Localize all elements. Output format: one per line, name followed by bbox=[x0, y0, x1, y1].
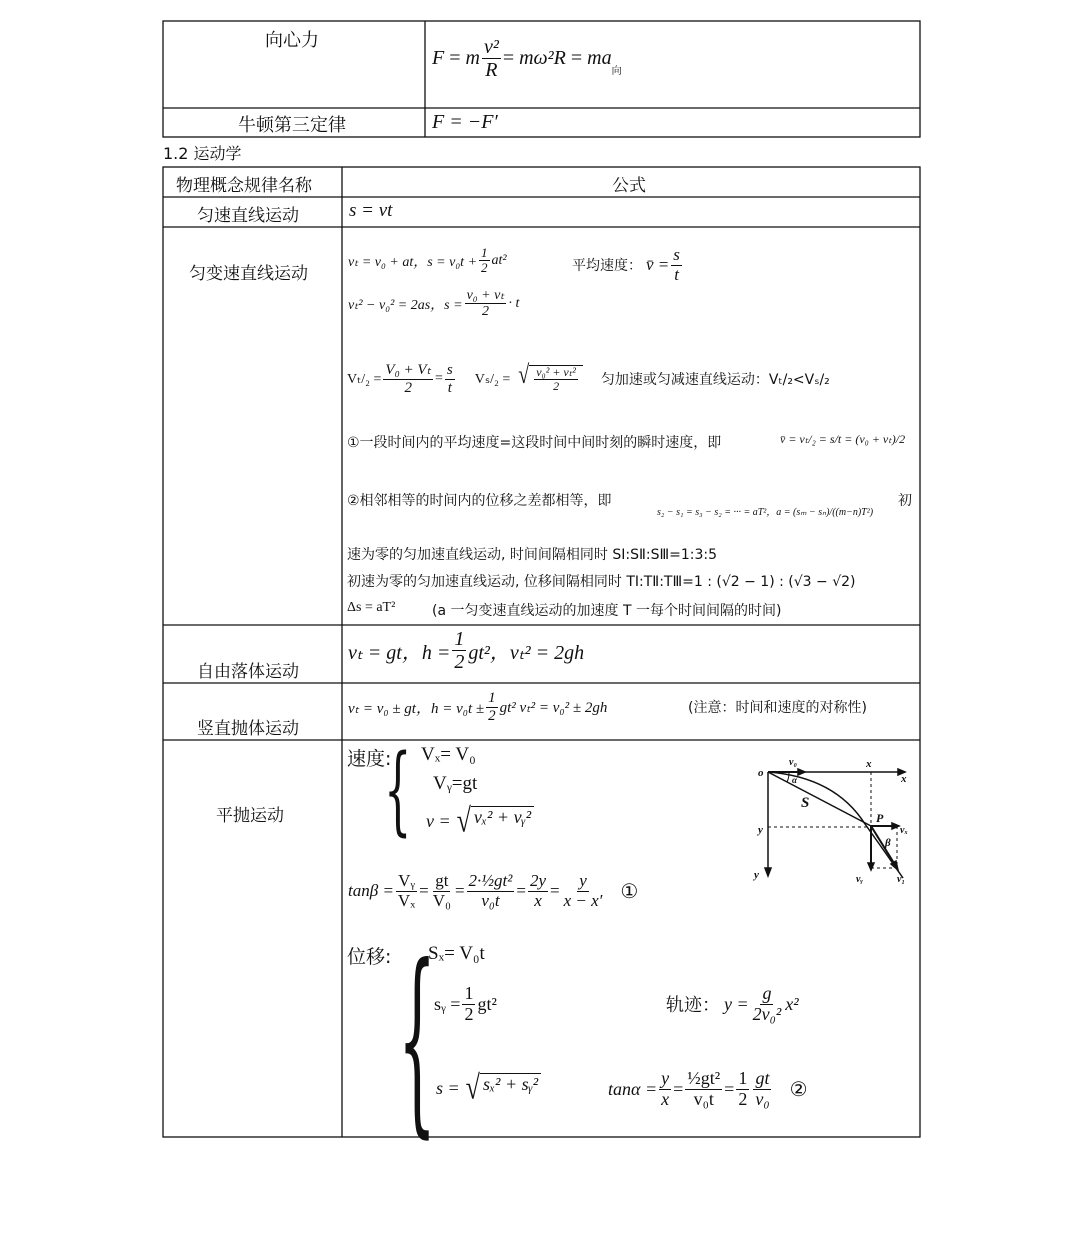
header-formula: 公式 bbox=[612, 176, 646, 196]
uniform-accel-label: 匀变速直线运动 bbox=[189, 264, 308, 284]
label-beta: β bbox=[885, 837, 891, 849]
fact2: ②相邻相等的时间内的位移之差都相等，即 bbox=[347, 493, 612, 509]
trajectory: 轨迹： y = $\frac{g}{\text{2v₀²}}$ x² bbox=[666, 983, 799, 1024]
uniform-formula: s = vt bbox=[349, 200, 393, 221]
accel-line1: vₜ = v₀ + at，s = v₀t + $\frac{1}{2}$ at² bbox=[348, 245, 507, 276]
fact1-formula: v̄ = vₜ/₂ = s/t = (v₀ + vₜ)/2 bbox=[780, 432, 906, 446]
y-axis-arrow bbox=[765, 868, 771, 876]
uniform-label: 匀速直线运动 bbox=[197, 206, 299, 226]
vertical-throw-label: 竖直抛体运动 bbox=[197, 719, 299, 739]
avg-velocity: 平均速度： v̄ = $\frac{s}{t}$ bbox=[572, 245, 680, 284]
free-fall-formula: vₜ = gt，h = $\frac{1}{2}$ gt²，vₜ² = 2gh bbox=[348, 628, 585, 673]
label-o: o bbox=[758, 767, 764, 779]
tan-alpha: tanα = $\frac{y}{x}$ = $\frac{\text{½gt²}}{\text{v₀t}}$ = $\frac{1}{2}$ $\frac{gt}{\text{v₀}}$ ② bbox=[608, 1068, 808, 1109]
disp-brace: { bbox=[398, 923, 437, 1156]
fact4: 初速为零的匀加速直线运动, 位移间隔相同时 TⅠ:TⅡ:TⅢ=1 : (√2 − 1) : (√3 − √2) bbox=[347, 574, 856, 590]
alpha-arc bbox=[787, 772, 789, 782]
vertical-throw-formula: vₜ = v₀ ± gt，h = v₀t ± $\frac{1}{2}$ gt² vₜ² = v₀² ± 2gh bbox=[348, 690, 608, 724]
s-magnitude: s = √ sₓ² + sᵧ² bbox=[436, 1073, 541, 1103]
label-v1: v₁ bbox=[897, 874, 905, 885]
label-s: S bbox=[801, 795, 810, 811]
v-magnitude: v = √ vₓ² + vᵧ² bbox=[426, 806, 534, 836]
vx-formula: Vₓ= V₀ bbox=[421, 744, 476, 765]
centripetal-label: 向心力 bbox=[265, 30, 319, 51]
vy-formula: Vᵧ=gt bbox=[433, 773, 478, 794]
label-x-top: x bbox=[866, 758, 872, 770]
projectile-diagram bbox=[745, 752, 920, 888]
free-fall-label: 自由落体运动 bbox=[197, 662, 299, 682]
fact5-formula: Δs = aT² bbox=[347, 600, 396, 615]
v0-arrowhead bbox=[798, 769, 805, 775]
disp-label: 位移: bbox=[347, 946, 392, 968]
vx-arrowhead bbox=[892, 823, 899, 829]
label-alpha: α bbox=[792, 775, 797, 785]
newton3-label: 牛顿第三定律 bbox=[238, 115, 346, 136]
fact3: 速为零的匀加速直线运动, 时间间隔相同时 SⅠ:SⅡ:SⅢ=1:3:5 bbox=[347, 547, 718, 563]
newton3-formula: F = −F′ bbox=[432, 111, 498, 133]
fact5-note: (a 一匀变速直线运动的加速度 T 一每个时间间隔的时间) bbox=[432, 603, 782, 619]
label-y-axis: y bbox=[754, 869, 759, 881]
header-name: 物理概念规律名称 bbox=[176, 176, 312, 196]
vy-arrowhead bbox=[868, 863, 874, 870]
sy-formula: sᵧ = $\frac{1}{2}$ gt² bbox=[434, 983, 497, 1024]
sx-formula: Sₓ= V₀t bbox=[428, 943, 485, 964]
label-p: P bbox=[876, 811, 884, 825]
projectile-label: 平抛运动 bbox=[216, 806, 284, 826]
centripetal-formula: F = m $\frac{\text{v²}}{R}$ = mω²R = ma 向 bbox=[432, 36, 622, 81]
accel-line3: Vₜ/₂ = $\frac{\text{V₀ + Vₜ}}{2}$ = $\frac{s}{t}$ Vₛ/₂ = √ $\frac{\text{v₀² + vₜ²}}{2}$ 匀加速或匀减速直线运动：Vₜ/₂<Vₛ/₂ bbox=[347, 360, 830, 396]
fact1: ①一段时间内的平均速度=这段时间中间时刻的瞬时速度，即 bbox=[347, 435, 722, 451]
tan-beta: tanβ = $\frac{\text{Vᵧ}}{\text{Vₓ}}$ = $\frac{gt}{\text{V₀}}$ = $\frac{\text{2·½gt²}}{\text{v₀t}}$ = $\frac{2y}{x}$ = $\frac{y}{x - x'}$ ① bbox=[348, 871, 639, 910]
label-v0: v₀ bbox=[789, 757, 797, 768]
label-y-mid: y bbox=[758, 824, 763, 836]
speed-brace: { bbox=[384, 734, 412, 846]
vertical-throw-note: (注意：时间和速度的对称性) bbox=[688, 700, 867, 716]
section-title: 1.2 运动学 bbox=[163, 144, 242, 163]
fact2-formula: s₂ − s₁ = s₃ − s₂ = ··· = aT²，a = (sₘ − sₙ)/((m−n)T²) bbox=[657, 507, 874, 518]
label-vy: vᵧ bbox=[856, 874, 863, 885]
label-vx: vₓ bbox=[900, 825, 908, 836]
v1-arrow bbox=[871, 826, 897, 868]
speed-label: 速度: bbox=[347, 748, 392, 770]
accel-line2: vₜ² − v₀² = 2as，s = $\frac{\text{v₀ + vₜ}}{2}$ · t bbox=[348, 288, 520, 320]
displacement-line bbox=[768, 772, 871, 826]
label-x-axis: x bbox=[901, 773, 907, 785]
fact2-tail: 初 bbox=[898, 493, 912, 509]
